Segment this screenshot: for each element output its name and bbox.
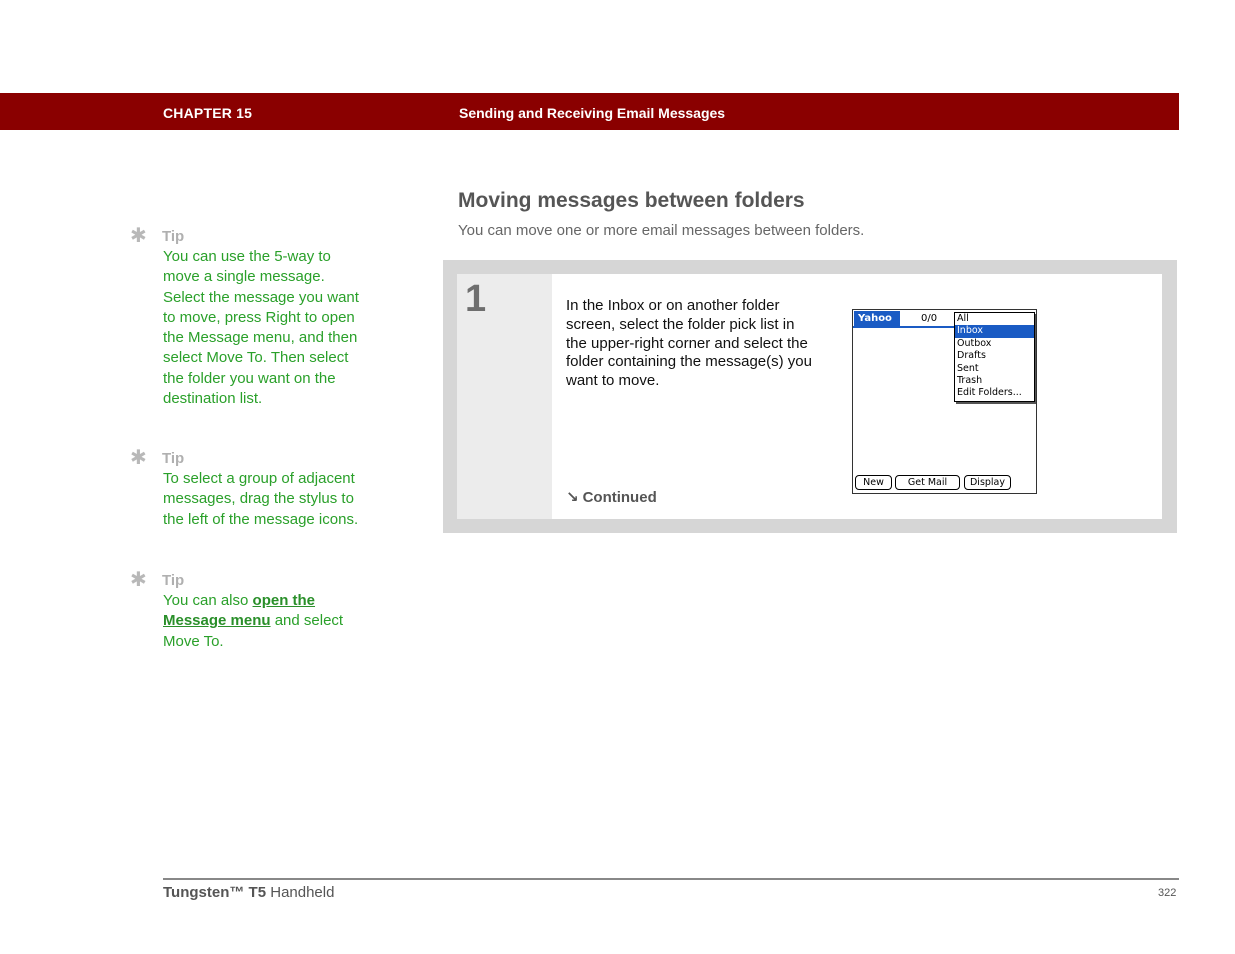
step-number: 1: [465, 278, 487, 320]
chapter-title: Sending and Receiving Email Messages: [459, 105, 726, 121]
asterisk-icon: ✱: [130, 225, 147, 247]
message-count: 0/0: [921, 313, 938, 324]
continued-label: Continued: [582, 489, 657, 506]
folder-pick-list[interactable]: [954, 312, 1035, 402]
section-title: Moving messages between folders: [458, 189, 805, 212]
arrow-down-right-icon: ↘: [566, 489, 579, 506]
tip-text: To select a group of adjacent messages, drag the stylus to the left of the message icons.: [163, 470, 359, 528]
tip-label: Tip: [162, 450, 185, 467]
tip-label: Tip: [162, 572, 185, 589]
section-subtitle: You can move one or more email messages between folders.: [458, 222, 865, 239]
tip-text: [163, 591, 360, 652]
tip-1: [130, 227, 360, 409]
tip-label: Tip: [162, 228, 185, 245]
folder-item-edit-folders[interactable]: Edit Folders...: [957, 387, 1022, 399]
tip-3: [130, 571, 360, 652]
asterisk-icon: ✱: [130, 569, 147, 591]
folder-item-outbox[interactable]: Outbox: [957, 337, 992, 349]
tip-2: [130, 449, 360, 530]
folder-item-sent[interactable]: Sent: [957, 362, 979, 374]
product-type: Handheld: [266, 884, 335, 901]
product-name: Tungsten™ T5: [163, 884, 267, 901]
app-title-tab: Yahoo: [854, 311, 900, 327]
footer-divider: [163, 878, 1179, 880]
tip-text: You can use the 5-way to move a single message. Select the message you want to move, press Right to open the Message menu, and then select Move To. Then select the folder you want on the destination list.: [163, 248, 359, 408]
chapter-label: CHAPTER 15: [163, 105, 253, 121]
device-screenshot: [852, 309, 1037, 494]
folder-item-trash[interactable]: Trash: [957, 374, 983, 386]
folder-item-inbox[interactable]: Inbox: [955, 325, 1034, 337]
title-underline: [853, 326, 955, 328]
tip-text-before: You can also: [163, 592, 253, 609]
open-message-menu-link[interactable]: open the Message menu: [163, 592, 316, 630]
folder-item-all[interactable]: All: [957, 313, 969, 324]
step-text: In the Inbox or on another folder screen, select the folder pick list in the upper-right corner and select the folder containing the message(s) you want to move.: [566, 297, 812, 390]
asterisk-icon: ✱: [130, 447, 147, 469]
new-button[interactable]: New: [855, 475, 892, 490]
display-button[interactable]: Display: [964, 475, 1011, 490]
page-number: 322: [1158, 887, 1177, 899]
folder-item-drafts[interactable]: Drafts: [957, 350, 986, 362]
continued-link[interactable]: [566, 488, 657, 506]
get-mail-button[interactable]: Get Mail: [895, 475, 960, 490]
footer-product: [163, 884, 334, 901]
tip-text-after: and select Move To.: [163, 612, 344, 650]
